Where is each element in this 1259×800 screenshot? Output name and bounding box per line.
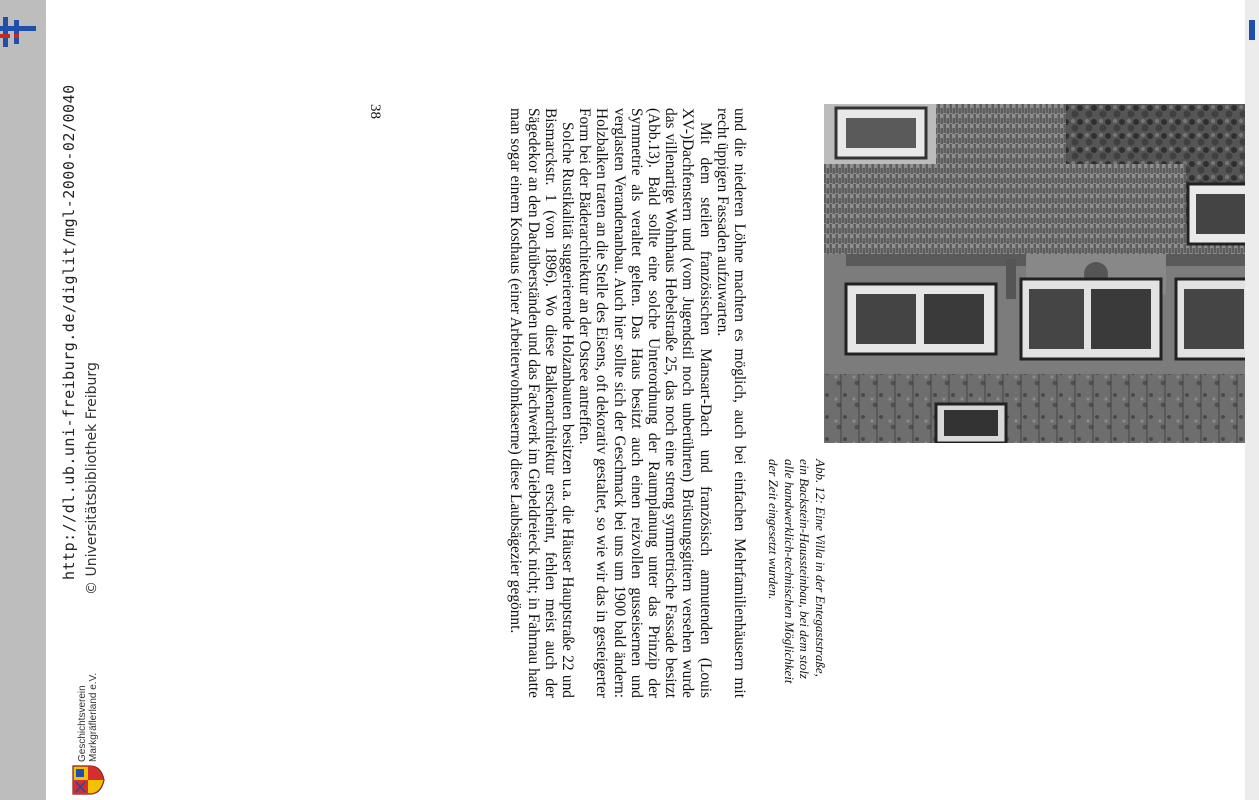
page-content: [156, 0, 1245, 800]
permalink-url[interactable]: http://dl.ub.uni-freiburg.de/diglit/mgl-2000-02/0040: [60, 84, 78, 580]
coat-of-arms-icon: [70, 762, 106, 798]
document-page: [46, 0, 1245, 800]
paragraph: Mit dem steilen französischen Mansart-Dach und französisch anmutenden (Louis XV-)Dachfenstern und (vom Jugendstil noch unberührten) Brüstungsgittern versehen wurde das villenartige Wohnhaus Hebelstraße 25, das noch eine streng symmetrische Fassade besitzt (Abb.13). Bald sollte eine solche Unterordnung der Raumplanung unter das Prinzip der Symmetrie als veraltet gelten. Das Haus besitzt auch einen reizvollen gusseisernen und verglasten Verandenanbau. Auch hier sollte sich der Geschmack bei uns um 1900 bald ändern: Holzbalken traten an die Stelle des Eisens, oft dekorativ gestaltet, so wie wir das in gesteigerter Form bei der Bäderarchitektur an der Ostsee antreffen.: [576, 108, 714, 698]
page-footer: [56, 0, 116, 800]
figure-caption: Abb. 12: Eine Villa in der Entegaststraße, ein Backstein-Haussteinbau, bei dem stolz alle handwerklich-technischen Möglichkeit der Zeit eingesetzt wurden.: [766, 459, 828, 684]
page-number: 38: [367, 104, 383, 119]
flag-icon: [1247, 20, 1257, 40]
villa-photo: [824, 104, 1245, 443]
paragraph: Solche Rustikalität suggerierende Holzanbauten besitzen u.a. die Häuser Hauptstraße 22 und Bismarckstr. 1 (von 1896). Wo diese Balkenarchitektur erscheint, fehlen meist auch der Sägedekor an den Dachüberständen und das Fachwerk im Giebeldreieck nicht; in Fahrnau hatte man sogar einem Kosthaus (einer Arbeiterwohnkaserne) diese Laubsägezier gegönnt.: [507, 108, 576, 698]
copyright-notice: © Universitätsbibliothek Freiburg: [84, 362, 100, 595]
viewer-sidebar: [0, 0, 46, 800]
society-line-1: Geschichtsverein: [77, 685, 88, 762]
society-name: [77, 622, 99, 762]
library-logo-icon[interactable]: [0, 14, 36, 50]
paragraph: und die niederen Löhne machten es möglich, auch bei einfachen Mehrfamilienhäusern mit recht üppigen Fassaden aufzuwarten.: [713, 108, 748, 698]
viewer-right-edge: [1245, 0, 1259, 800]
body-text: [507, 108, 748, 698]
society-line-2: Markgräflerland e.V.: [88, 672, 99, 762]
